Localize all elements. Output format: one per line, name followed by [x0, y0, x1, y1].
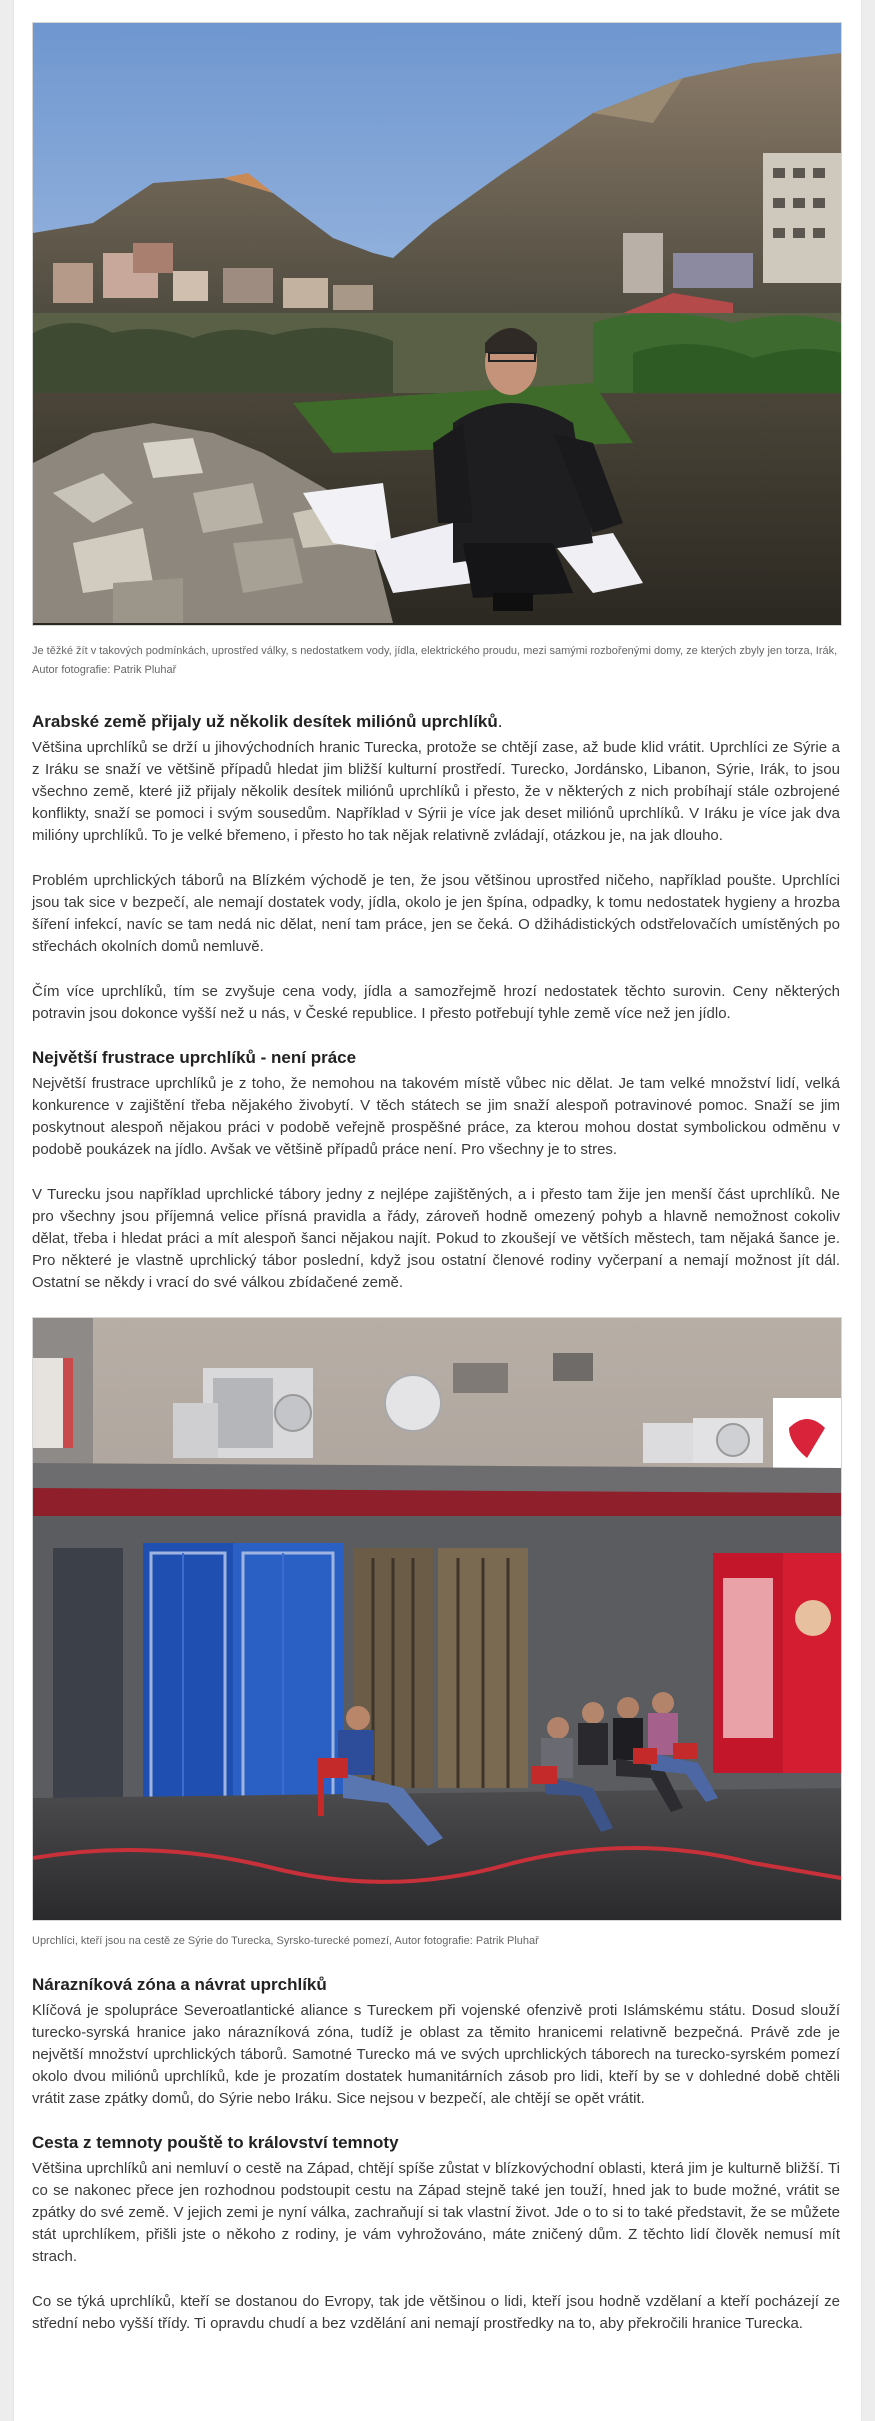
section-heading-1-dot: . [497, 712, 503, 731]
photo-refugees-sitting-street-icon [33, 1318, 841, 1920]
section-heading-2: Největší frustrace uprchlíků - není práce [32, 1048, 357, 1067]
paragraph: V Turecku jsou například uprchlické tábory jedny z nejlépe zajištěných, a i přesto tam žije jen menší část uprchlíků. Ne pro všechny jsou příjemná velice přísná pravidla a řády, zároveň hodně omezený pohyb a hlavně nemožnost cokoliv dělat, třeba i hledat práci a mít alespoň šanci nějakou najít. Pokud to zkoušejí ve větších městech, tam nějaká šance je. Pro některé je vlastně uprchlický tábor poslední, když jsou ostatní členové rodiny vyčerpaní a nemají možnost jít dál. Ostatní se někdy i vrací do své válkou zbídačené země. [32, 1186, 840, 1291]
paragraph: Čím více uprchlíků, tím se zvyšuje cena vody, jídla a samozřejmě hrozí nedostatek těchto surovin. Ceny některých potravin jsou dokonce vyšší než u nás, v České republice. I přesto potřebují tyhle země více než jen jídlo. [32, 983, 840, 1022]
paragraph: Největší frustrace uprchlíků je z toho, že nemohou na takovém místě vůbec nic dělat. Je tam velké množství lidí, velká konkurence v zajištění třeba nějakého živobytí. V těch státech se jim snaží alespoň potravinové pomoc. Snaží se jim poskytnout alespoň nějakou práci v podobě veřejně prospěšné práce, za kterou mohou dostat symbolickou odměnu v podobě poukázek na jídlo. Avšak ve většině případů práce není. Pro všechny je to stres. [32, 1075, 840, 1158]
article-photo-street [32, 1317, 842, 1921]
paragraph: Klíčová je spolupráce Severoatlantické aliance s Tureckem při vojenské ofenzivě proti Islámskému státu. Dosud slouží turecko-syrská hranice jako nárazníková zóna, tudíž je oblast za těmito hranicemi relativně bezpečná. Právě zde je největší množství uprchlických táborů. Samotné Turecko má ve svých uprchlických táborech na turecko-syrském pomezí okolo dvou miliónů uprchlíků, kde je prozatím dostatek humanitárních zásob pro lidi, kteří by se v dohledné době chtěli vrátit zase zpátky domů, do Sýrie nebo Iráku. Sice nejsou v bezpečí, ale chtějí se opět vrátit. [32, 2002, 840, 2107]
photo-caption-2: Uprchlíci, kteří jsou na cestě ze Sýrie do Turecka, Syrsko-turecké pomezí, Autor fotografie: Patrik Pluhař [32, 1935, 539, 1947]
paragraph: Většina uprchlíků se drží u jihovýchodních hranic Turecka, protože se chtějí zase, až bude klid vrátit. Uprchlíci ze Sýrie a z Iráku se snaží ve většině případů hledat jim bližší kulturní prostředí. Turecko, Jordánsko, Libanon, Sýrie, Irák, to jsou všechno země, které již přijaly několik desítek miliónů uprchlíků i přesto, že v některých z nich probíhají stále ozbrojené konflikty, snaží se pomoci i svým sousedům. Například v Sýrii je více jak deset miliónů uprchlíků. V Iráku je více jak dva milióny uprchlíků. To je velké břemeno, i přesto ho tak nějak relativně zvládají, otázkou je, na jak dlouho. [32, 739, 840, 844]
paragraph: Problém uprchlických táborů na Blízkém východě je ten, že jsou většinou uprostřed ničeho, například poušte. Uprchlíci jsou tak sice v bezpečí, ale nemají dostatek vody, jídla, okolo je jen špína, odpadky, k tomu nedostatek hygieny a hrozba šíření infekcí, navíc se tam nedá nic dělat, není tam práce, jen se čeká. O džihádistických odstřelovačích umístěných po střechách okolních domů nemluvě. [32, 872, 840, 955]
photo-caption-1: Je těžké žít v takových podmínkách, uprostřed války, s nedostatkem vody, jídla, elektrického proudu, mezi samými rozbořenými domy, ze kterých zbyly jen torza, Irák, Autor fotografie: Patrik Pluhař [32, 645, 838, 676]
article-photo-rubble [32, 22, 842, 626]
paragraph: Co se týká uprchlíků, kteří se dostanou do Evropy, tak jde většinou o lidi, kteří jsou hodně vzdělaní a kteří pocházejí ze střední nebo vyšší třídy. Ti opravdu chudí a bez vzdělání ani nemají prostředky na to, aby překročili hranice Turecka. [32, 2293, 840, 2332]
cut-off-top-text [32, 0, 840, 10]
page [14, 0, 861, 2421]
article [32, 0, 840, 2358]
section-heading-3: Nárazníková zóna a návrat uprchlíků [32, 1975, 327, 1994]
photo-refugee-rubble-icon [33, 23, 841, 625]
section-heading-4: Cesta z temnoty pouště to království temnoty [32, 2133, 399, 2152]
paragraph: Většina uprchlíků ani nemluví o cestě na Západ, chtějí spíše zůstat v blízkovýchodní oblasti, která jim je kulturně bližší. Ti co se nakonec přece jen rozhodnou podstoupit cestu na Západ stejně také jen touží, hned jak to bude možné, vrátit se zpátky do své země. V jejich zemi je nyní válka, zachraňují si tak vlastní život. Jde o to si to také představit, že se můžete stát uprchlíkem, přišli jste o někoho z rodiny, je vám vyhrožováno, máte zničený dům. Z těchto lidí člověk nemusí mít strach. [32, 2160, 840, 2265]
section-heading-1-text: Arabské země přijaly už několik desítek miliónů uprchlíků [32, 712, 498, 731]
section-heading-1 [32, 712, 840, 732]
